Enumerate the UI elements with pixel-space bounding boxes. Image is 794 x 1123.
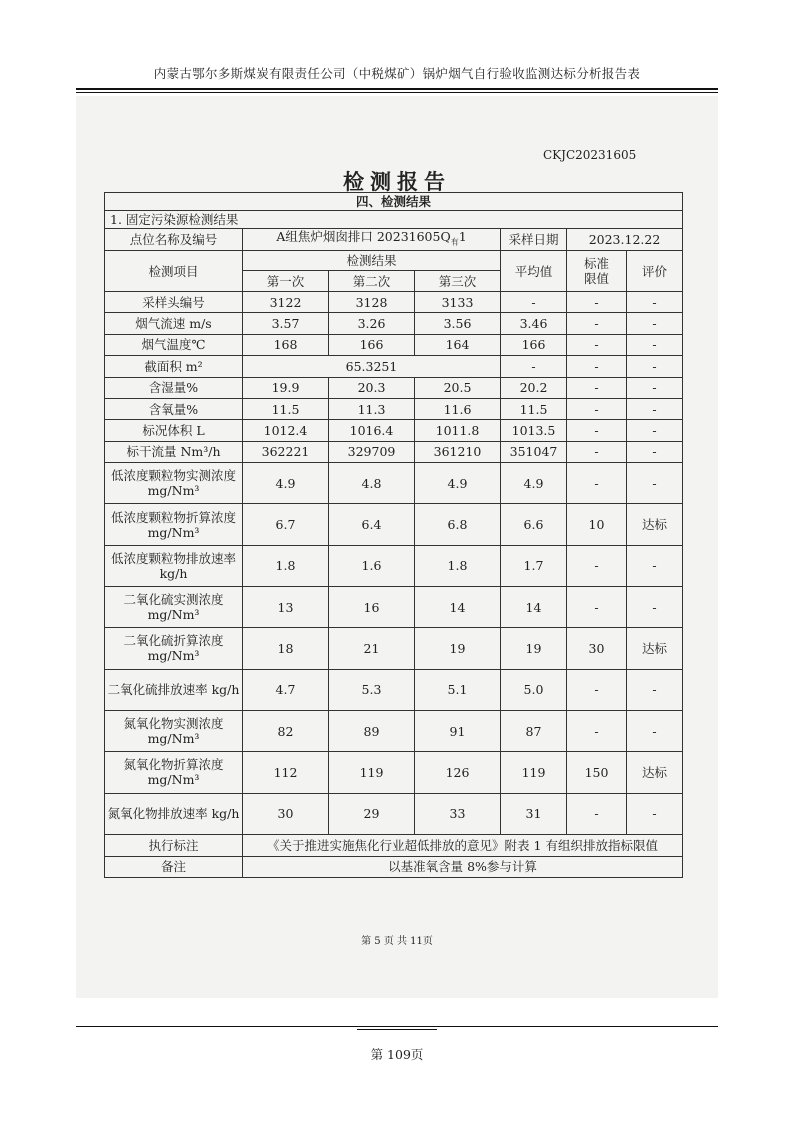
row-average: 11.5 (501, 398, 567, 419)
note-label: 备注 (105, 856, 243, 877)
row-run-3: 6.8 (415, 504, 501, 545)
row-run-3: 11.6 (415, 398, 501, 419)
row-evaluation: - (627, 669, 683, 710)
row-item: 二氧化硫折算浓度 mg/Nm³ (105, 628, 243, 669)
point-label: 点位名称及编号 (105, 229, 243, 251)
row-standard: - (567, 441, 627, 462)
row-run-3: 4.9 (415, 463, 501, 504)
row-run-1: 4.9 (243, 463, 329, 504)
row-run-2: 11.3 (329, 398, 415, 419)
row-standard: - (567, 398, 627, 419)
table-row (105, 463, 683, 504)
row-run-2: 119 (329, 752, 415, 793)
row-item: 标干流量 Nm³/h (105, 441, 243, 462)
page-footer: 第 109页 (370, 1047, 424, 1062)
row-average: 19 (501, 628, 567, 669)
row-evaluation: - (627, 356, 683, 377)
row-evaluation: - (627, 377, 683, 398)
row-evaluation: - (627, 545, 683, 586)
row-item: 低浓度颗粒物实测浓度 mg/Nm³ (105, 463, 243, 504)
subsection-title: 1. 固定污染源检测结果 (105, 211, 683, 229)
date-value: 2023.12.22 (567, 229, 683, 251)
row-evaluation: - (627, 793, 683, 834)
row-run-2: 3128 (329, 292, 415, 313)
row-average: 87 (501, 710, 567, 751)
row-standard: - (567, 420, 627, 441)
section-title: 四、检测结果 (105, 193, 683, 211)
row-average: 3.46 (501, 313, 567, 334)
footer-rule (76, 1026, 718, 1027)
report-title: 检测报告 (343, 169, 451, 194)
row-item: 含湿量% (105, 377, 243, 398)
header-run-3: 第三次 (415, 271, 501, 292)
row-run-1: 112 (243, 752, 329, 793)
table-row (105, 752, 683, 793)
row-run-3: 1011.8 (415, 420, 501, 441)
header-avg: 平均值 (501, 251, 567, 292)
table-row (105, 504, 683, 545)
row-run-1: 6.7 (243, 504, 329, 545)
row-evaluation: - (627, 334, 683, 355)
row-evaluation: - (627, 710, 683, 751)
row-run-3: 3133 (415, 292, 501, 313)
row-standard: 10 (567, 504, 627, 545)
row-run-2: 329709 (329, 441, 415, 462)
row-item: 二氧化硫排放速率 kg/h (105, 669, 243, 710)
row-run-3: 14 (415, 587, 501, 628)
row-run-3: 91 (415, 710, 501, 751)
row-item: 含氧量% (105, 398, 243, 419)
table-row (105, 441, 683, 462)
row-run-3: 19 (415, 628, 501, 669)
row-evaluation: - (627, 420, 683, 441)
row-average: 5.0 (501, 669, 567, 710)
row-standard: - (567, 377, 627, 398)
table-row (105, 292, 683, 313)
row-run-1: 30 (243, 793, 329, 834)
table-row (105, 793, 683, 834)
table-row (105, 669, 683, 710)
row-item: 低浓度颗粒物排放速率 kg/h (105, 545, 243, 586)
row-run-2: 16 (329, 587, 415, 628)
row-item: 烟气流速 m/s (105, 313, 243, 334)
date-label: 采样日期 (501, 229, 567, 251)
table-row (105, 313, 683, 334)
row-run-2: 1016.4 (329, 420, 415, 441)
header-run-2: 第二次 (329, 271, 415, 292)
header-results: 检测结果 (243, 251, 501, 271)
row-run-2: 21 (329, 628, 415, 669)
row-run-3: 3.56 (415, 313, 501, 334)
row-run-1: 1.8 (243, 545, 329, 586)
row-run-1: 362221 (243, 441, 329, 462)
row-run-2: 29 (329, 793, 415, 834)
row-item: 低浓度颗粒物折算浓度 mg/Nm³ (105, 504, 243, 545)
row-average: 1.7 (501, 545, 567, 586)
row-evaluation: 达标 (627, 504, 683, 545)
row-evaluation: 达标 (627, 628, 683, 669)
header-run-1: 第一次 (243, 271, 329, 292)
standard-value: 《关于推进实施焦化行业超低排放的意见》附表 1 有组织排放指标限值 (243, 834, 683, 856)
row-standard: 150 (567, 752, 627, 793)
row-standard: - (567, 587, 627, 628)
table-row (105, 710, 683, 751)
row-run-3: 33 (415, 793, 501, 834)
row-standard: - (567, 710, 627, 751)
table-row (105, 377, 683, 398)
table-row (105, 356, 683, 377)
row-item: 氮氧化物折算浓度 mg/Nm³ (105, 752, 243, 793)
row-standard: - (567, 334, 627, 355)
point-value: A组焦炉烟囱排口 $20231605Q_有1$ (243, 229, 501, 251)
row-average: 6.6 (501, 504, 567, 545)
row-run-3: 20.5 (415, 377, 501, 398)
row-run-1: 3122 (243, 292, 329, 313)
table-row (105, 545, 683, 586)
table-row (105, 334, 683, 355)
row-run-1: 3.57 (243, 313, 329, 334)
standard-label: 执行标注 (105, 834, 243, 856)
row-standard: - (567, 313, 627, 334)
row-standard: - (567, 463, 627, 504)
row-evaluation: 达标 (627, 752, 683, 793)
header-rule-thin (76, 92, 718, 93)
row-run-2: 5.3 (329, 669, 415, 710)
row-run-1: 11.5 (243, 398, 329, 419)
row-run-3: 5.1 (415, 669, 501, 710)
row-standard: - (567, 292, 627, 313)
row-item: 氮氧化物排放速率 kg/h (105, 793, 243, 834)
row-run-2: 166 (329, 334, 415, 355)
row-item: 标况体积 L (105, 420, 243, 441)
row-item: 二氧化硫实测浓度 mg/Nm³ (105, 587, 243, 628)
row-run-1: 19.9 (243, 377, 329, 398)
note-value: 以基准氧含量 8%参与计算 (243, 856, 683, 877)
row-average: 4.9 (501, 463, 567, 504)
row-evaluation: - (627, 313, 683, 334)
row-run-3: 1.8 (415, 545, 501, 586)
row-average: 14 (501, 587, 567, 628)
row-run-3: 361210 (415, 441, 501, 462)
row-average: 351047 (501, 441, 567, 462)
header-rule (76, 88, 718, 90)
row-run-1: 18 (243, 628, 329, 669)
row-evaluation: - (627, 463, 683, 504)
row-evaluation: - (627, 292, 683, 313)
row-run-3: 126 (415, 752, 501, 793)
row-run-2: 1.6 (329, 545, 415, 586)
row-run-2: 4.8 (329, 463, 415, 504)
row-standard: 30 (567, 628, 627, 669)
row-item: 烟气温度℃ (105, 334, 243, 355)
row-run-1: 1012.4 (243, 420, 329, 441)
row-average: - (501, 356, 567, 377)
row-run-1: 4.7 (243, 669, 329, 710)
row-evaluation: - (627, 587, 683, 628)
row-average: 1013.5 (501, 420, 567, 441)
row-average: 119 (501, 752, 567, 793)
row-run-2: 6.4 (329, 504, 415, 545)
row-standard: - (567, 545, 627, 586)
inner-page-number: 第 5 页 共 11页 (361, 936, 433, 947)
header-item: 检测项目 (105, 251, 243, 292)
row-run-1: 168 (243, 334, 329, 355)
row-run-1: 13 (243, 587, 329, 628)
row-run-2: 3.26 (329, 313, 415, 334)
results-table (104, 192, 683, 878)
document-header: 内蒙古鄂尔多斯煤炭有限责任公司（中税煤矿）锅炉烟气自行验收监测达标分析报告表 (153, 66, 641, 81)
row-run-2: 20.3 (329, 377, 415, 398)
row-average: 20.2 (501, 377, 567, 398)
row-run-1: 82 (243, 710, 329, 751)
row-evaluation: - (627, 441, 683, 462)
row-standard: - (567, 669, 627, 710)
row-standard: - (567, 793, 627, 834)
row-item: 采样头编号 (105, 292, 243, 313)
row-average: 166 (501, 334, 567, 355)
row-item: 截面积 m² (105, 356, 243, 377)
table-row (105, 420, 683, 441)
report-code: CKJC20231605 (543, 148, 637, 162)
table-row (105, 587, 683, 628)
row-merged-value: 65.3251 (243, 356, 501, 377)
row-run-3: 164 (415, 334, 501, 355)
row-item: 氮氧化物实测浓度 mg/Nm³ (105, 710, 243, 751)
header-eval: 评价 (627, 251, 683, 292)
table-row (105, 628, 683, 669)
row-standard: - (567, 356, 627, 377)
table-row (105, 398, 683, 419)
row-evaluation: - (627, 398, 683, 419)
row-average: - (501, 292, 567, 313)
header-std: 标准限值 (567, 251, 627, 292)
row-average: 31 (501, 793, 567, 834)
footer-rule-short (357, 1029, 437, 1030)
row-run-2: 89 (329, 710, 415, 751)
